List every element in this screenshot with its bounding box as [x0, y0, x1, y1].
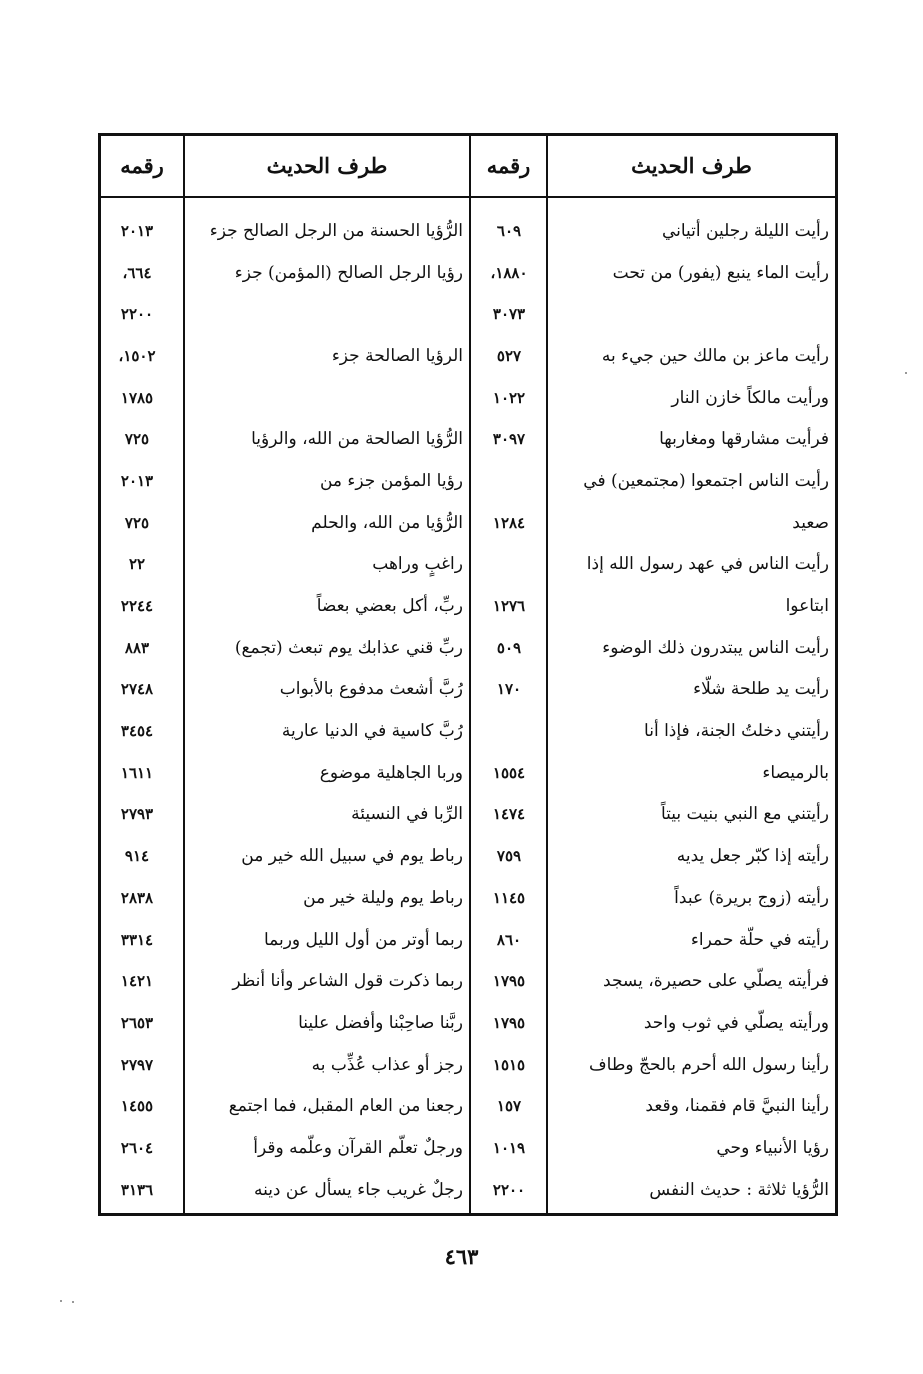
hadith-text-left: [183, 377, 463, 419]
hadith-number-left: ٣٤٥٤: [120, 722, 154, 741]
hadith-number-right: ١٠١٩: [492, 1138, 526, 1157]
scan-speck: [72, 1301, 74, 1303]
hadith-text-left: رجز أو عذاب عُذِّب به: [311, 1054, 463, 1075]
hadith-text-right: رأيت الماء ينبع (يفور) من تحت: [612, 262, 829, 283]
hadith-text-right: [553, 293, 829, 335]
hadith-text-left: ربِّ، أكل بعضي بعضاً: [316, 596, 463, 617]
hadith-text-right: رأيت الناس اجتمعوا (مجتمعين) في: [583, 470, 829, 491]
hadith-number-right: ١٧٩٥: [492, 972, 526, 991]
hadith-number-right: ١٨٨٠،: [490, 263, 528, 282]
table-row: [101, 502, 835, 544]
page-number: ٤٦٣: [444, 1244, 479, 1269]
hadith-number-left: ٢٨٣٨: [120, 888, 154, 907]
hadith-number-left: ٩١٤: [124, 847, 150, 866]
table-row: [101, 669, 835, 711]
hadith-number-left: ١٥٠٢،: [118, 346, 156, 365]
table-row: [101, 418, 835, 460]
hadith-number-right: [473, 710, 545, 752]
hadith-text-right: رأيت يد طلحة شلّاء: [693, 679, 829, 700]
hadith-number-right: ٢٢٠٠: [492, 1180, 526, 1199]
scan-speck: [905, 372, 907, 374]
hadith-number-left: ٨٨٣: [124, 638, 150, 657]
hadith-number-left: ٦٦٤،: [122, 263, 152, 282]
hadith-number-left: ٢٢: [128, 555, 146, 574]
hadith-text-right: رأيته في حلّة حمراء: [690, 929, 829, 950]
table-row: [101, 252, 835, 294]
table-row: [101, 960, 835, 1002]
hadith-text-left: رجعنا من العام المقبل، فما اجتمع: [228, 1096, 463, 1117]
hadith-text-left: الرؤيا الصالحة جزء: [331, 345, 463, 366]
hadith-number-left: ٣٣١٤: [120, 930, 154, 949]
hadith-number-right: ١٢٨٤: [492, 513, 526, 532]
hadith-text-right: فرأيته يصلّي على حصيرة، يسجد: [603, 971, 829, 992]
table-row: [101, 1085, 835, 1127]
hadith-text-left: ربما أوتر من أول الليل وربما: [263, 929, 463, 950]
hadith-text-left: وربا الجاهلية موضوع: [319, 762, 463, 783]
hadith-text-left: ربِّ قني عذابك يوم تبعث (تجمع): [234, 637, 463, 658]
index-table: [98, 133, 838, 1216]
hadith-text-right: فرأيت مشارقها ومغاربها: [659, 429, 829, 450]
hadith-text-right: رؤيا الأنبياء وحي: [716, 1137, 829, 1158]
hadith-number-left: ٢٠١٣: [120, 471, 154, 490]
hadith-text-left: رباط يوم وليلة خير من: [303, 887, 463, 908]
header-number-left: رقمه: [120, 152, 164, 178]
hadith-number-right: ١٤٧٤: [492, 805, 526, 824]
hadith-number-right: ١٥٧: [496, 1097, 522, 1116]
hadith-number-right: ١٥٥٤: [492, 763, 526, 782]
hadith-text-left: الرِّبا في النسيئة: [351, 804, 463, 825]
hadith-text-right: ابتاعوا: [785, 596, 829, 617]
hadith-number-right: ٦٠٩: [496, 221, 522, 240]
hadith-number-left: ٢٠١٣: [120, 221, 154, 240]
hadith-text-left: الرُّؤيا من الله، والحلم: [311, 512, 463, 533]
hadith-text-left: ربما ذكرت قول الشاعر وأنا أنظر: [232, 971, 463, 992]
hadith-number-right: [473, 460, 545, 502]
hadith-text-left: رؤيا الرجل الصالح (المؤمن) جزء: [234, 262, 463, 283]
hadith-number-right: ١٠٢٢: [492, 388, 526, 407]
table-row: [101, 377, 835, 419]
hadith-number-left: ١٦١١: [120, 763, 154, 782]
table-row: [101, 627, 835, 669]
hadith-number-left: ٢٢٤٤: [120, 597, 154, 616]
table-row: [101, 1002, 835, 1044]
header-hadith-left: طرف الحديث: [266, 152, 388, 178]
hadith-text-right: ورأيت مالكاً خازن النار: [671, 387, 829, 408]
hadith-text-right: رأيته (زوج بريرة) عبداً: [674, 887, 829, 908]
hadith-text-right: صعيد: [792, 512, 829, 533]
header-number-right: رقمه: [486, 152, 531, 178]
hadith-number-right: ٥٢٧: [496, 346, 522, 365]
hadith-text-right: رأيت الناس في عهد رسول الله إذا: [586, 554, 829, 575]
hadith-number-left: ٧٢٥: [124, 513, 150, 532]
table-row: [101, 752, 835, 794]
hadith-text-right: رأيتني دخلتُ الجنة، فإذا أنا: [644, 721, 829, 742]
table-row: [101, 794, 835, 836]
hadith-number-right: ١٥١٥: [492, 1055, 526, 1074]
hadith-text-left: رؤيا المؤمن جزء من: [319, 470, 463, 491]
hadith-number-left: ٧٢٥: [124, 430, 150, 449]
table-row: [101, 835, 835, 877]
hadith-text-left: رُبَّ كاسية في الدنيا عارية: [281, 721, 463, 742]
hadith-text-right: رأينا رسول الله أحرم بالحجّ وطاف: [589, 1054, 829, 1075]
hadith-number-right: ١١٤٥: [492, 888, 526, 907]
table-row: [101, 585, 835, 627]
hadith-text-right: رأيت ماعز بن مالك حين جيء به: [601, 345, 829, 366]
hadith-text-left: رُبَّ أشعث مدفوع بالأبواب: [279, 679, 463, 700]
table-row: [101, 919, 835, 961]
hadith-text-right: الرُّؤيا ثلاثة : حديث النفس: [649, 1179, 829, 1200]
hadith-text-left: راغبٍ وراهب: [372, 554, 463, 575]
table-row: [101, 293, 835, 335]
table-row: [101, 335, 835, 377]
hadith-number-left: ١٤٥٥: [120, 1097, 154, 1116]
hadith-number-left: ٢٦٥٣: [120, 1013, 154, 1032]
hadith-text-right: رأينا النبيَّ قام فقمنا، وقعد: [645, 1096, 829, 1117]
hadith-number-left: ٢٧٩٣: [120, 805, 154, 824]
header-hadith-right: طرف الحديث: [631, 152, 752, 178]
hadith-text-left: الرُّؤيا الحسنة من الرجل الصالح جزء: [209, 220, 463, 241]
hadith-text-right: رأيتني مع النبي بنيت بيتاً: [660, 804, 829, 825]
table-row: [101, 210, 835, 252]
hadith-text-left: [183, 293, 463, 335]
hadith-number-right: ٥٠٩: [496, 638, 522, 657]
hadith-number-left: ٢٧٩٧: [120, 1055, 154, 1074]
hadith-number-right: ١٢٧٦: [492, 597, 526, 616]
table-body: [101, 210, 835, 1211]
hadith-number-right: ٧٥٩: [496, 847, 522, 866]
table-row: [101, 1044, 835, 1086]
hadith-number-left: ١٤٢١: [120, 972, 154, 991]
hadith-text-left: ربَّنا صاحِبْنا وأفضل علينا: [298, 1012, 463, 1033]
table-row: [101, 1169, 835, 1211]
hadith-number-right: ١٧٩٥: [492, 1013, 526, 1032]
hadith-text-right: رأيت الناس يبتدرون ذلك الوضوء: [602, 637, 829, 658]
hadith-number-left: ١٧٨٥: [120, 388, 154, 407]
hadith-text-left: رجلٌ غريب جاء يسأل عن دينه: [253, 1179, 463, 1200]
hadith-number-right: ٣٠٧٣: [492, 305, 526, 324]
hadith-number-right: ٨٦٠: [496, 930, 522, 949]
hadith-text-right: رأيت الليلة رجلين أتياني: [661, 220, 829, 241]
table-row: [101, 1127, 835, 1169]
hadith-text-right: ورأيته يصلّي في ثوب واحد: [643, 1012, 829, 1033]
hadith-number-left: ٢٧٤٨: [120, 680, 154, 699]
hadith-number-left: ٣١٣٦: [120, 1180, 154, 1199]
scan-speck: [60, 1300, 62, 1302]
table-row: [101, 460, 835, 502]
table-row: [101, 544, 835, 586]
hadith-text-right: بالرميصاء: [762, 762, 829, 783]
hadith-number-right: ١٧٠: [496, 680, 522, 699]
header-divider: [101, 196, 835, 198]
hadith-text-left: رباط يوم في سبيل الله خير من: [241, 846, 463, 867]
hadith-number-right: [473, 544, 545, 586]
hadith-text-left: الرُّؤيا الصالحة من الله، والرؤيا: [251, 429, 463, 450]
table-row: [101, 710, 835, 752]
table-row: [101, 877, 835, 919]
hadith-number-right: ٣٠٩٧: [492, 430, 526, 449]
hadith-text-right: رأيته إذا كبّر جعل يديه: [676, 846, 829, 867]
hadith-number-left: ٢٢٠٠: [120, 305, 154, 324]
hadith-number-left: ٢٦٠٤: [120, 1138, 154, 1157]
hadith-text-left: ورجلٌ تعلّم القرآن وعلّمه وقرأ: [253, 1137, 463, 1158]
